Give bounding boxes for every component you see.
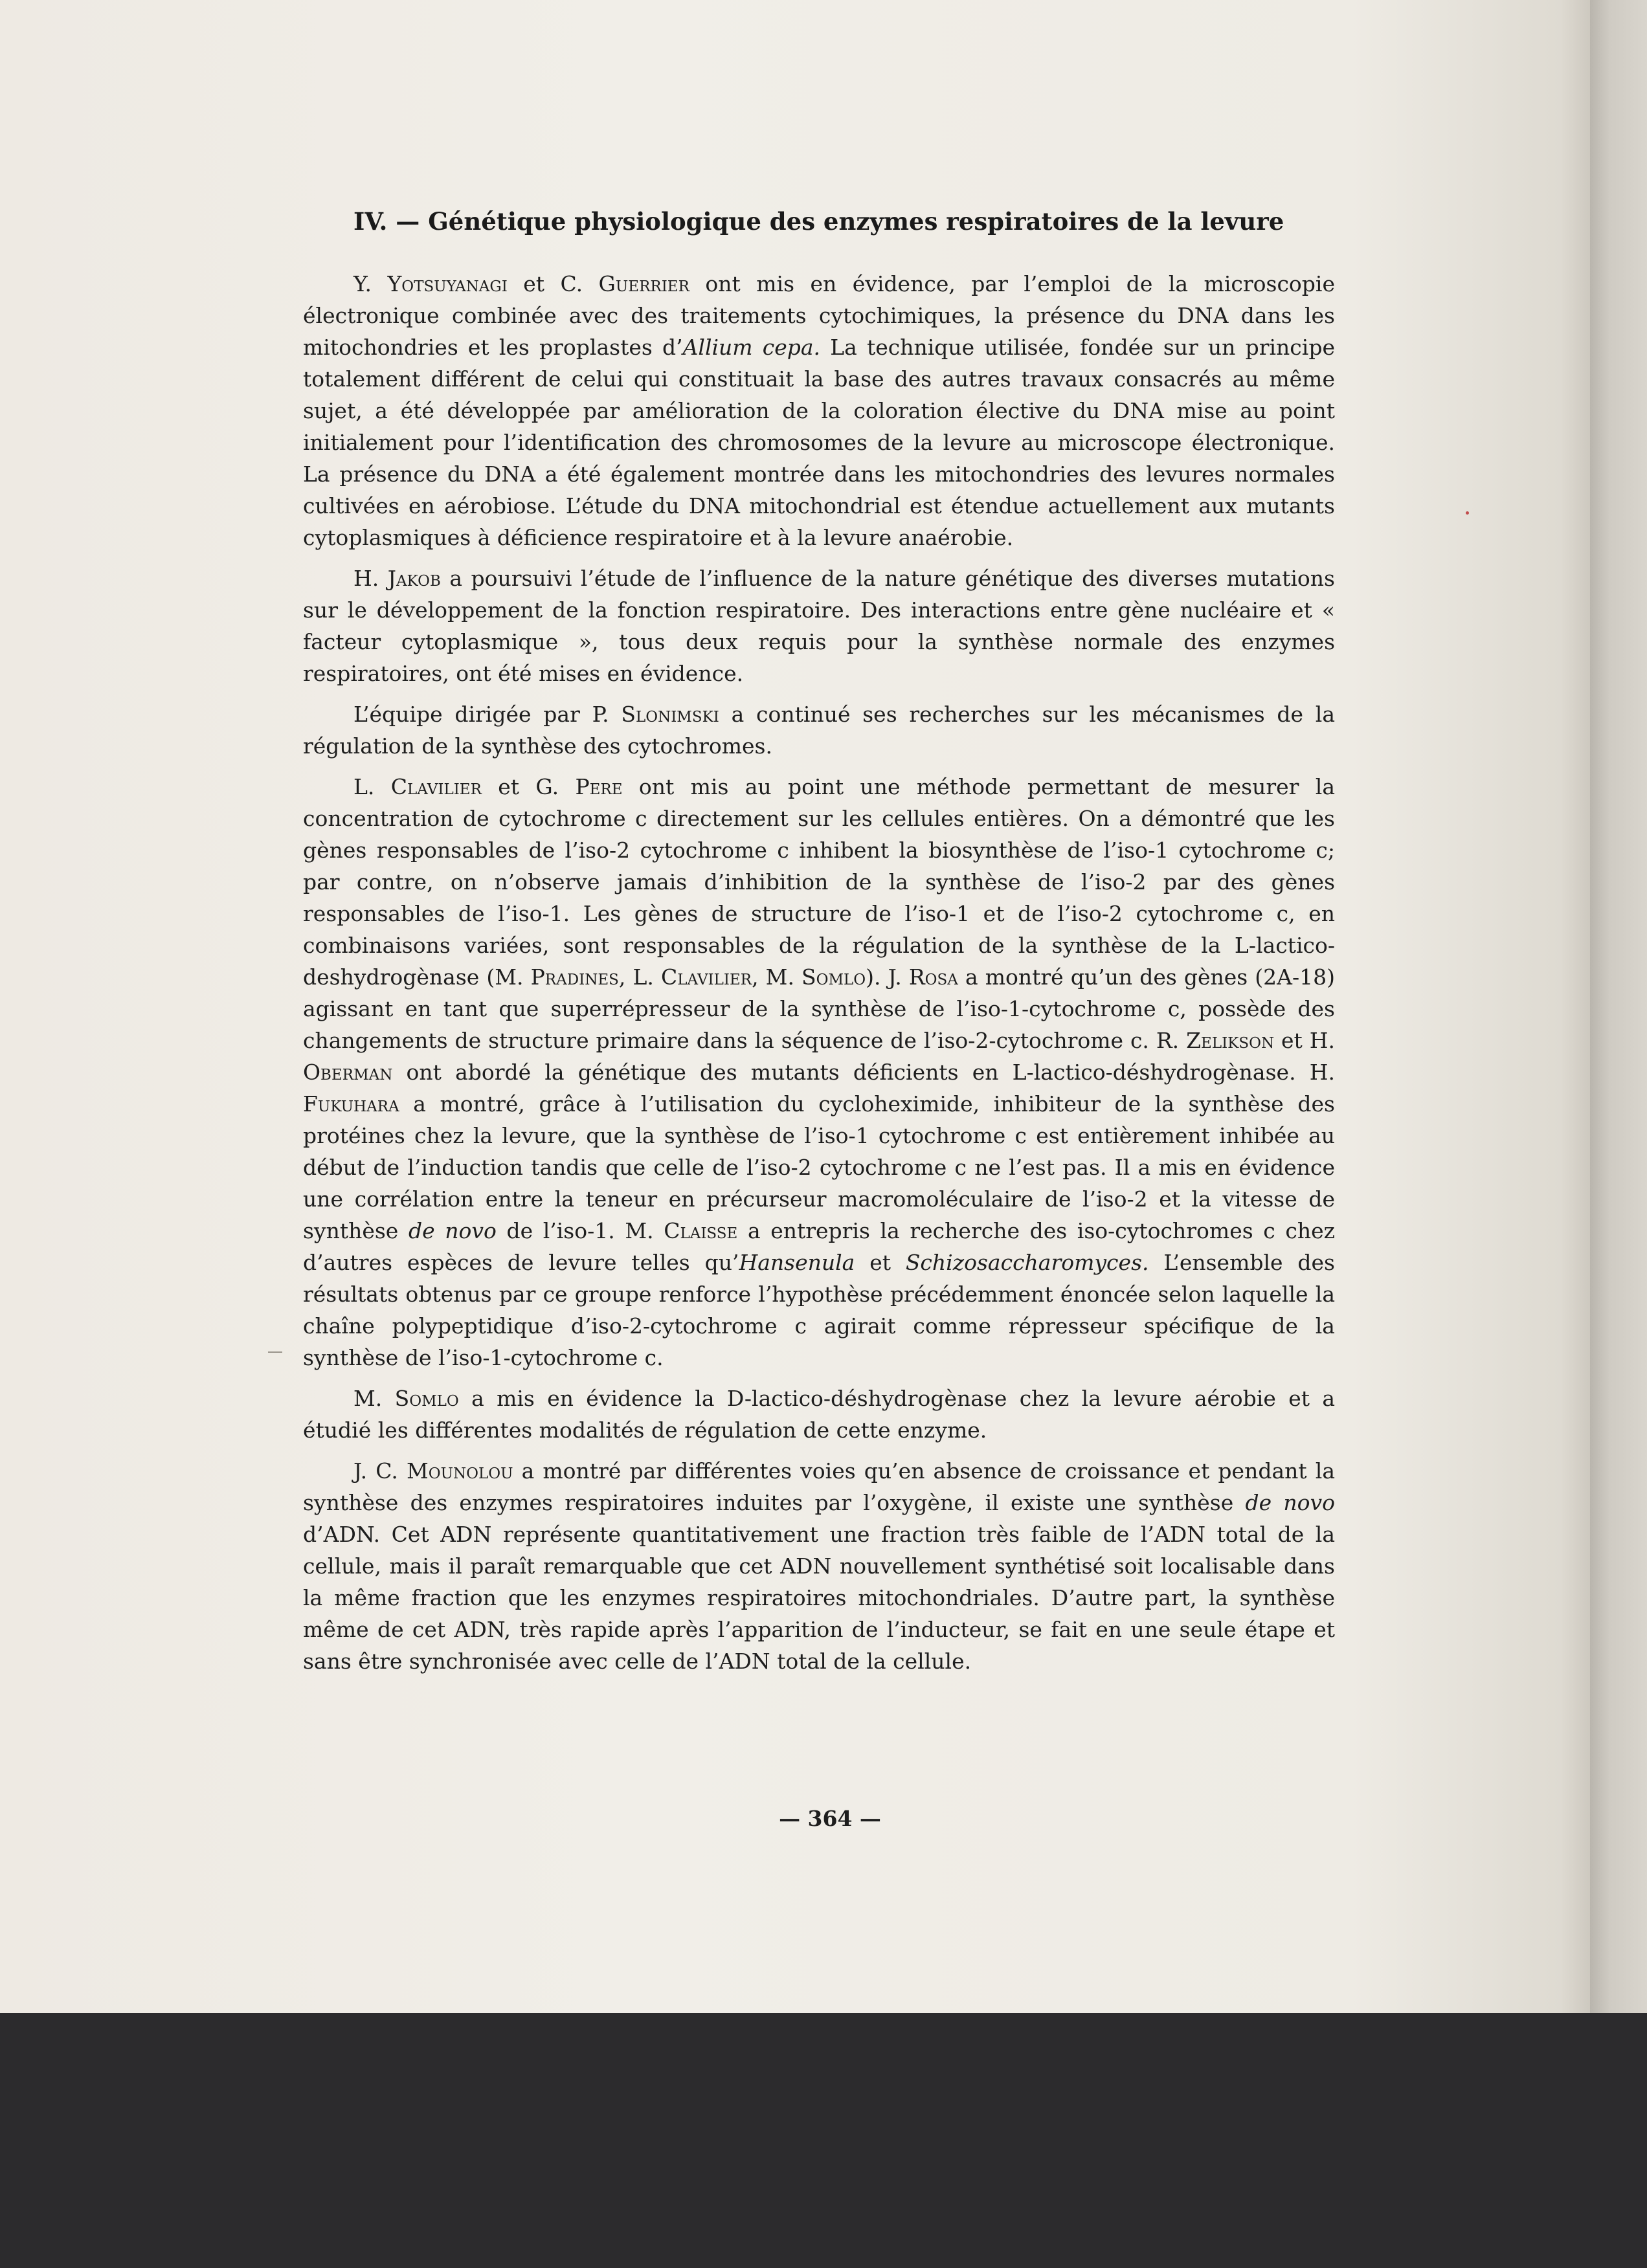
text-block bbox=[303, 207, 1335, 1686]
italic-term: Schizosaccharomyces. bbox=[905, 1250, 1149, 1276]
author-name: Fukuhara bbox=[303, 1091, 399, 1117]
author-name: Pere bbox=[575, 774, 623, 800]
author-name: Claisse bbox=[664, 1218, 738, 1244]
ink-speck bbox=[1466, 511, 1469, 515]
author-name: Guerrier bbox=[598, 271, 689, 297]
author-name: Yotsuyanagi bbox=[387, 271, 508, 297]
section-heading: IV. — Génétique physiologique des enzymes respiratoires de la levure bbox=[353, 207, 1284, 236]
author-name: Pradines bbox=[530, 964, 619, 990]
italic-term: de novo bbox=[1245, 1490, 1335, 1516]
page-number bbox=[0, 1806, 1647, 1831]
author-name: Mounolou bbox=[406, 1458, 513, 1484]
page-number-text: — 364 — bbox=[779, 1806, 881, 1831]
italic-term: Hansenula bbox=[739, 1250, 855, 1276]
author-name: Rosa bbox=[908, 964, 958, 990]
body-text bbox=[303, 268, 1335, 1677]
paragraph-mounolou: J. C. Mounolou a montré par différentes voies qu’en absence de croissance et pendant la synthèse des enzymes respiratoires induites par l’oxygène, il existe une synthèse de novo d’ADN. Cet ADN représente quantitativement une fraction très faible de l’ADN total de la cellule, mais il paraît remarquable que cet ADN nouvellement synthétisé soit localisable dans la même fraction que les enzymes respiratoires mitochondriales. D’autre part, la synthèse même de cet ADN, très rapide après l’apparition de l’inducteur, se fait en une seule étape et sans être synchronisée avec celle de l’ADN total de la cellule. bbox=[303, 1458, 1335, 1674]
author-name: Somlo bbox=[394, 1386, 459, 1412]
author-name: Zelikson bbox=[1186, 1028, 1275, 1054]
paper-edge bbox=[1590, 0, 1647, 2013]
paragraph-jakob: H. Jakob a poursuivi l’étude de l’influence de la nature génétique des diverses mutations sur le développement de la fonction respiratoire. Des interactions entre gène nucléaire et « facteur cytoplasmique », tous deux requis pour la synthèse normale des enzymes respiratoires, ont été mises en évidence. bbox=[303, 566, 1335, 687]
italic-term: de novo bbox=[408, 1218, 497, 1244]
author-name: Somlo bbox=[801, 964, 866, 990]
paragraph-slonimski: L’équipe dirigée par P. Slonimski a continué ses recherches sur les mécanismes de la régulation de la synthèse des cytochromes. bbox=[303, 702, 1335, 759]
author-name: Clavilier bbox=[390, 774, 482, 800]
author-name: Slonimski bbox=[621, 702, 719, 728]
author-name: Clavilier bbox=[660, 964, 752, 990]
paragraph-somlo: M. Somlo a mis en évidence la D-lactico-déshydrogènase chez la levure aérobie et a étudié les différentes modalités de régulation de cette enzyme. bbox=[303, 1386, 1335, 1443]
paragraph-yotsuyanagi: Y. Yotsuyanagi et C. Guerrier ont mis en évidence, par l’emploi de la microscopie électronique combinée avec des traitements cytochimiques, la présence du DNA dans les mitochondries et les proplastes d’Allium cepa. La technique utilisée, fondée sur un principe totalement différent de celui qui constituait la base des autres travaux consacrés au même sujet, a été développée par amélioration de la coloration élective du DNA mise au point initialement pour l’identification des chromosomes de la levure au microscope électronique. La présence du DNA a été également montrée dans les mitochondries des levures normales cultivées en aérobiose. L’étude du DNA mitochondrial est étendue actuellement aux mutants cytoplasmiques à déficience respiratoire et à la levure anaérobie. bbox=[303, 271, 1336, 551]
author-name: Jakob bbox=[387, 566, 441, 592]
scanner-background bbox=[0, 2013, 1647, 2268]
page-shadow bbox=[1560, 0, 1593, 2013]
author-name: Oberman bbox=[303, 1060, 393, 1085]
paragraph-clavilier: L. Clavilier et G. Pere ont mis au point une méthode permettant de mesurer la concentration de cytochrome c directement sur les cellules entières. On a démontré que les gènes responsables de l’iso-2 cytochrome c inhibent la biosynthèse de l’iso-1 cytochrome c; par contre, on n’observe jamais d’inhibition de la synthèse de l’iso-2 par des gènes responsables de l’iso-1. Les gènes de structure de l’iso-1 et de l’iso-2 cytochrome c, en combinaisons variées, sont responsables de la régulation de la synthèse de la L-lactico-deshydrogènase (M. Pradines, L. Clavilier, M. Somlo). J. Rosa a montré qu’un des gènes (2A-18) agissant en tant que superrépresseur de la synthèse de l’iso-1-cytochrome c, possède des changements de structure primaire dans la séquence de l’iso-2-cytochrome c. R. Zelikson et H. Oberman ont abordé la génétique des mutants déficients en L-lactico-déshydrogènase. H. Fukuhara a montré, grâce à l’utilisation du cycloheximide, inhibiteur de la synthèse des protéines chez la levure, que la synthèse de l’iso-1 cytochrome c est entièrement inhibée au début de l’induction tandis que celle de l’iso-2 cytochrome c ne l’est pas. Il a mis en évidence une corrélation entre la teneur en précurseur macromoléculaire de l’iso-2 et la vitesse de synthèse de novo de l’iso-1. M. Claisse a entrepris la recherche des iso-cytochromes c chez d’autres espèces de levure telles qu’Hansenula et Schizosaccharomyces. L’ensemble des résultats obtenus par ce groupe renforce l’hypothèse précédemment énoncée selon laquelle la chaîne polypeptidique d’iso-2-cytochrome c agirait comme répresseur spécifique de la synthèse de l’iso-1-cytochrome c. bbox=[303, 774, 1335, 1371]
margin-mark bbox=[268, 1351, 282, 1353]
italic-term: Allium cepa. bbox=[682, 335, 821, 361]
